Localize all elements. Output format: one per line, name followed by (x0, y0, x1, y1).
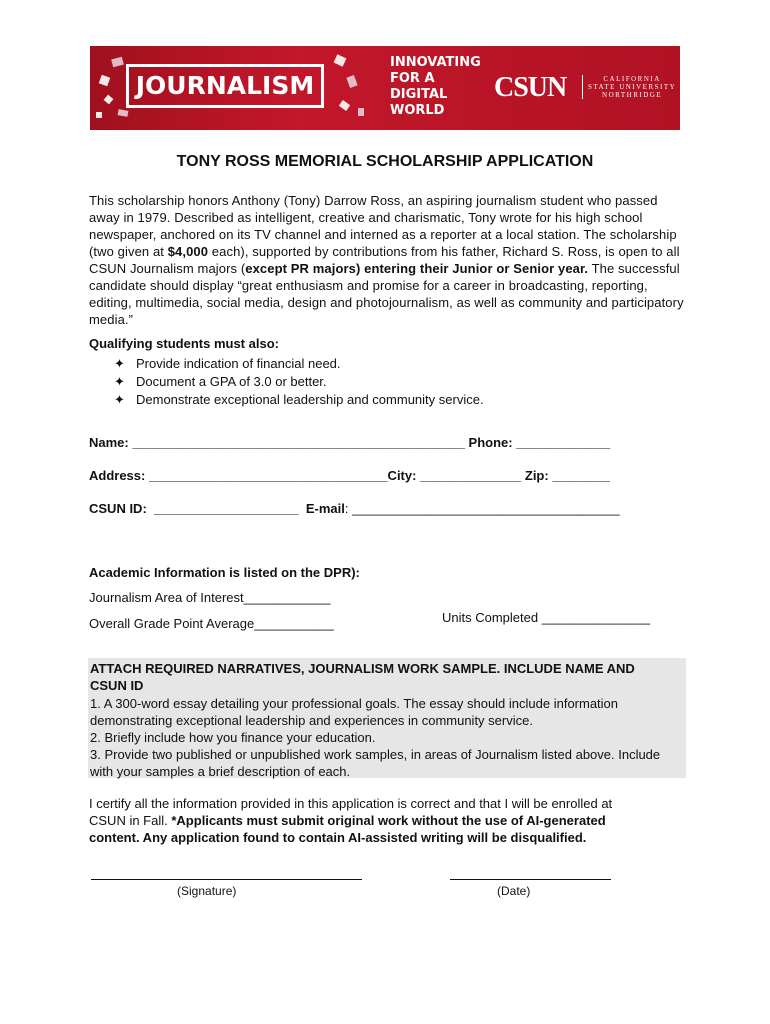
date-label: (Date) (497, 884, 531, 898)
name-phone-fields[interactable]: Name: ______________________________________________ Phone: _____________ (89, 435, 611, 450)
star-bullet-icon: ✦ (114, 356, 125, 371)
banner-tagline: INNOVATING FOR A DIGITAL WORLD (390, 55, 481, 118)
qualifying-list (114, 355, 484, 409)
decorative-shard-icon (111, 57, 124, 68)
attach-items: 1. A 300-word essay detailing your professional goals. The essay should include information demonstrating exceptional leadership and experiences in community service. 2. Briefly include how you finance your education. 3. Provide two published or unpublished work samples, in areas of Journalism listed above. Include with your samples a brief description of each. (90, 696, 661, 779)
date-line[interactable] (450, 879, 611, 880)
decorative-shard-icon (118, 109, 129, 117)
list-item: ✦ Provide indication of financial need. (114, 356, 341, 371)
list-item: ✦ Document a GPA of 3.0 or better. (114, 374, 327, 389)
decorative-shard-icon (339, 100, 350, 111)
star-bullet-icon: ✦ (114, 392, 125, 407)
attach-requirements-box (88, 658, 686, 778)
csun-id-email-fields[interactable]: CSUN ID: ____________________ E-mail: _____________________________________ (89, 501, 620, 516)
address-city-zip-fields[interactable]: Address: _________________________________City: ______________ Zip: ________ (89, 468, 611, 483)
decorative-shard-icon (334, 54, 347, 66)
certification-statement: I certify all the information provided in this application is correct and that I will be enrolled at CSUN in Fall. *Applicants must submit original work without the use of AI-generated content. Any application found to contain AI-assisted writing will be disqualified. (89, 796, 613, 845)
decorative-shard-icon (96, 112, 102, 118)
decorative-shard-icon (358, 108, 364, 116)
qualifying-heading: Qualifying students must also: (89, 336, 279, 351)
gpa-field[interactable]: Overall Grade Point Average___________ (89, 616, 334, 631)
area-of-interest-field[interactable]: Journalism Area of Interest____________ (89, 590, 331, 605)
csun-logo: CSUN (494, 72, 567, 103)
units-completed-field[interactable]: Units Completed _______________ (442, 610, 651, 625)
signature-label: (Signature) (177, 884, 237, 898)
attach-heading: ATTACH REQUIRED NARRATIVES, JOURNALISM WORK SAMPLE. INCLUDE NAME AND CSUN ID (90, 661, 635, 693)
list-item: ✦ Demonstrate exceptional leadership and community service. (114, 392, 484, 407)
decorative-shard-icon (99, 75, 111, 87)
header-banner (90, 46, 680, 130)
page-title: TONY ROSS MEMORIAL SCHOLARSHIP APPLICATION (176, 153, 594, 170)
decorative-shard-icon (104, 95, 114, 105)
star-bullet-icon: ✦ (114, 374, 125, 389)
signature-line[interactable] (91, 879, 362, 880)
intro-paragraph: This scholarship honors Anthony (Tony) Darrow Ross, an aspiring journalism student who passed away in 1979. Described as intelligent, creative and charismatic, Tony wrote for his high school newspaper, anchored on its TV channel and interned as a reporter at a local station. The scholarship (two given at $4,000 each), supported by contributions from his father, Richard S. Ross, is open to all CSUN Journalism majors (except PR majors) entering their Junior or Senior year. The successful candidate should display “great enthusiasm and promise for a career in broadcasting, reporting, editing, multimedia, social media, design and photojournalism, as well as community and participatory media.” (89, 193, 684, 327)
academic-heading: Academic Information is listed on the DPR): (89, 565, 360, 580)
journalism-logo: JOURNALISM (126, 64, 324, 108)
decorative-shard-icon (346, 75, 357, 88)
csun-subtitle: CALIFORNIA STATE UNIVERSITY NORTHRIDGE (582, 75, 676, 99)
